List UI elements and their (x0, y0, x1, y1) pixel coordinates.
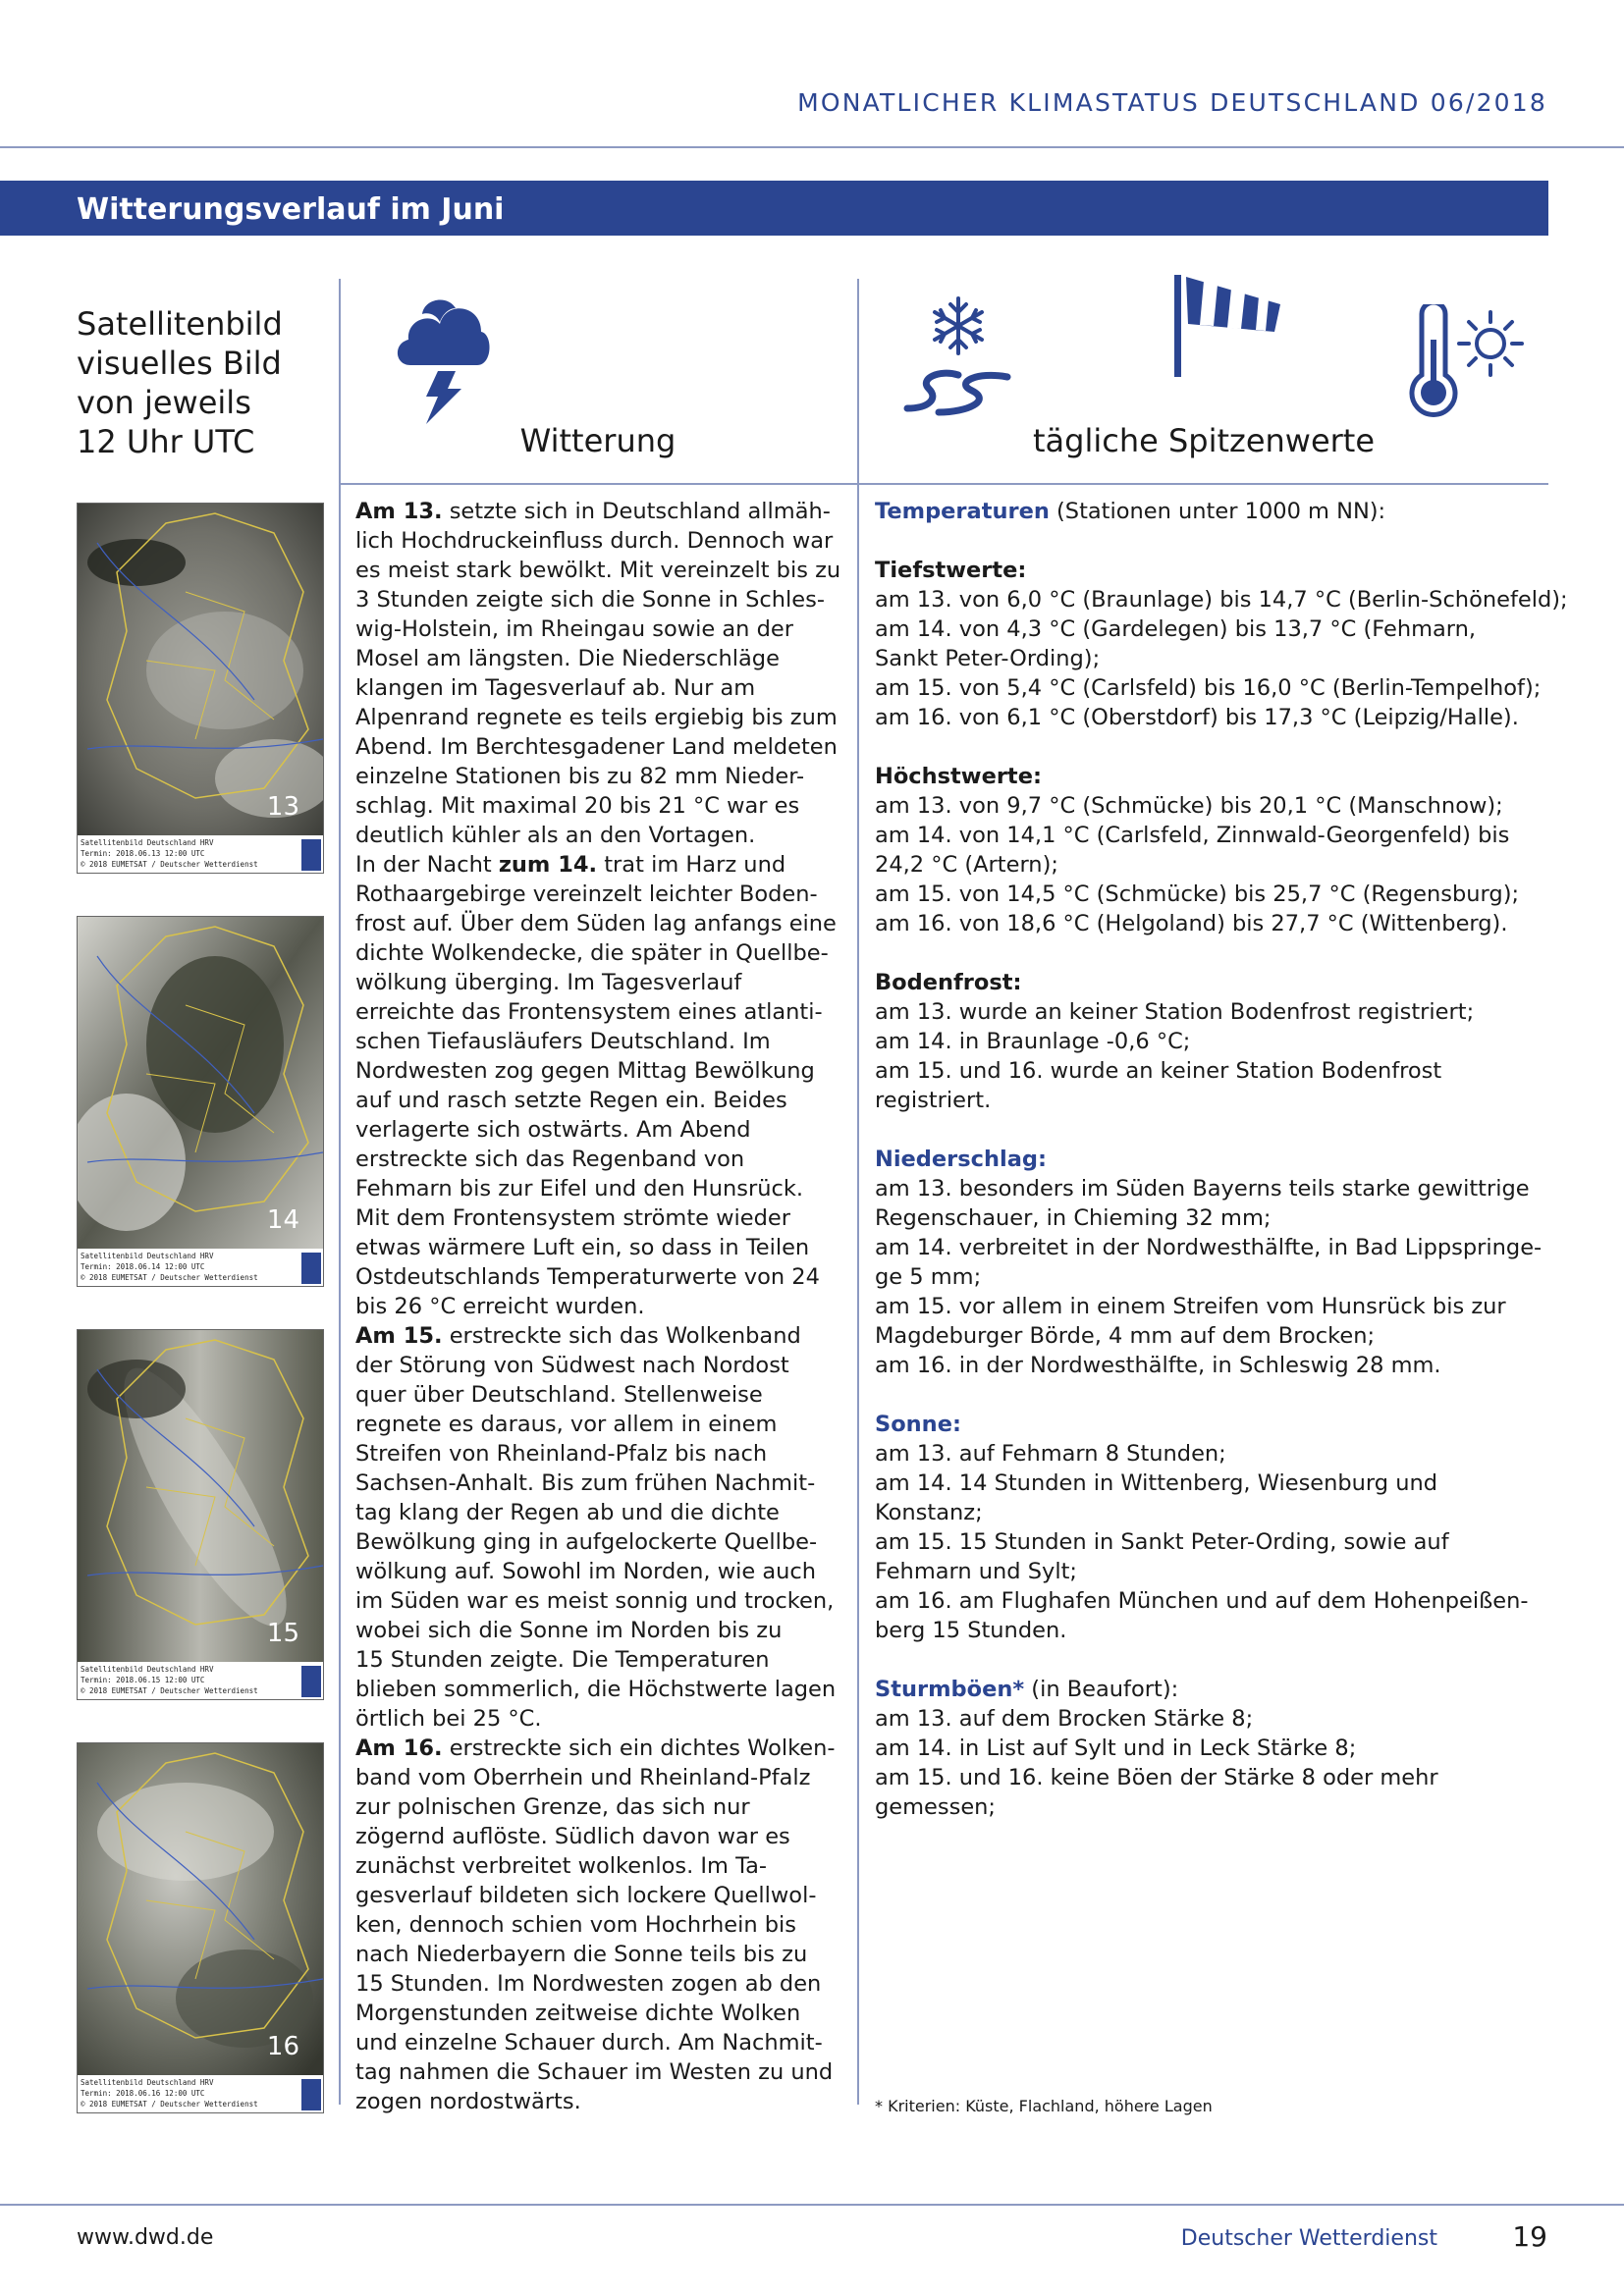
text-line: 24,2 °C (Artern); (875, 852, 1058, 878)
text-line: Am 13. setzte sich in Deutschland allmäh- (355, 499, 831, 524)
witterung-text (355, 497, 846, 2116)
text-line: Abend. Im Berchtesgadener Land meldeten (355, 734, 838, 760)
satellite-photo (78, 1330, 323, 1662)
text-line: registriert. (875, 1088, 992, 1113)
satellite-image-14 (77, 916, 324, 1287)
text-line: Bewölkung ging in aufgelockerte Quellbe- (355, 1529, 818, 1555)
text-line: band vom Oberrhein und Rheinland-Pfalz (355, 1765, 811, 1790)
text-line: am 15. und 16. keine Böen der Stärke 8 oder mehr (875, 1765, 1438, 1790)
text-line: schlag. Mit maximal 20 bis 21 °C war es (355, 793, 800, 819)
report-title: MONATLICHER KLIMASTATUS DEUTSCHLAND 06/2018 (797, 88, 1547, 117)
text-line: und einzelne Schauer durch. Am Nachmit- (355, 2030, 823, 2056)
text-line: örtlich bei 25 °C. (355, 1706, 542, 1732)
text-line: Am 15. erstreckte sich das Wolkenband (355, 1323, 801, 1349)
text-line: klangen im Tagesverlauf ab. Nur am (355, 675, 756, 701)
text-line: wölkung überging. Im Tagesverlauf (355, 970, 742, 995)
text-line: tag klang der Regen ab und die dichte (355, 1500, 780, 1525)
text-line: zur polnischen Grenze, das sich nur (355, 1794, 750, 1820)
text-line: einzelne Stationen bis zu 82 mm Nieder- (355, 764, 805, 789)
dwd-logo-icon (301, 839, 321, 871)
text-line: am 16. von 18,6 °C (Helgoland) bis 27,7 °C (Wittenberg). (875, 911, 1508, 936)
satellite-day-label: 14 (266, 1205, 299, 1235)
text-line: etwas wärmere Luft ein, so dass in Teilen (355, 1235, 810, 1260)
footer-rule (0, 2204, 1624, 2206)
text-line: 15 Stunden zeigte. Die Temperaturen (355, 1647, 770, 1673)
page-number: 19 (1512, 2220, 1547, 2253)
text-line: regnete es daraus, vor allem in einem (355, 1412, 778, 1437)
text-line: am 15. und 16. wurde an keiner Station Bodenfrost (875, 1058, 1442, 1084)
satellite-photo (78, 917, 323, 1249)
text-line: Sachsen-Anhalt. Bis zum frühen Nachmit- (355, 1470, 816, 1496)
dwd-logo-icon (301, 1253, 321, 1284)
text-line: im Süden war es meist sonnig und trocken, (355, 1588, 835, 1614)
text-line: Streifen von Rheinland-Pfalz bis nach (355, 1441, 768, 1467)
thunderstorm-cloud-icon (391, 287, 493, 430)
text-line: am 14. verbreitet in der Nordwesthälfte, in Bad Lippspringe- (875, 1235, 1543, 1260)
text-line: am 14. in Braunlage -0,6 °C; (875, 1029, 1191, 1054)
column-divider-right (857, 279, 859, 2105)
text-line: am 14. in List auf Sylt und in Leck Stärke 8; (875, 1735, 1357, 1761)
footnote: * Kriterien: Küste, Flachland, höhere Lagen (875, 2097, 1213, 2115)
satellite-image-16 (77, 1742, 324, 2113)
text-line: Alpenrand regnete es teils ergiebig bis zum (355, 705, 838, 730)
text-line: gesverlauf bildeten sich lockere Quellwol- (355, 1883, 817, 1908)
text-line: Nordwesten zog gegen Mittag Bewölkung (355, 1058, 815, 1084)
satellite-day-label: 15 (266, 1619, 299, 1648)
text-line: Am 16. erstreckte sich ein dichtes Wolken- (355, 1735, 836, 1761)
text-line: Fehmarn bis zur Eifel und den Hunsrück. (355, 1176, 804, 1201)
text-line: am 13. wurde an keiner Station Bodenfrost registriert; (875, 999, 1475, 1025)
satellite-photo (78, 504, 323, 835)
text-line: 3 Stunden zeigte sich die Sonne in Schles- (355, 587, 825, 613)
text-line: ge 5 mm; (875, 1264, 982, 1290)
satellite-caption: Satellitenbild Deutschland HRV Termin: 2018.06.16 12:00 UTC © 2018 EUMETSAT / Deutscher Wetterdienst (81, 2078, 258, 2109)
text-line: blieben sommerlich, die Höchstwerte lagen (355, 1677, 837, 1702)
text-line: bis 26 °C erreicht wurden. (355, 1294, 645, 1319)
heading-rule (339, 483, 1548, 485)
text-line: am 16. am Flughafen München und auf dem Hohenpeißen- (875, 1588, 1529, 1614)
text-line: erreichte das Frontensystem eines atlanti- (355, 999, 823, 1025)
windsock-icon (1170, 271, 1288, 383)
satellite-caption: Satellitenbild Deutschland HRV Termin: 2018.06.14 12:00 UTC © 2018 EUMETSAT / Deutscher Wetterdienst (81, 1252, 258, 1282)
spitzenwerte-text (875, 497, 1568, 1822)
witterung-heading: Witterung (519, 422, 677, 459)
text-line: am 14. 14 Stunden in Wittenberg, Wiesenburg und (875, 1470, 1438, 1496)
column-divider-left (339, 279, 341, 2105)
text-line: tag nahmen die Schauer im Westen zu und (355, 2059, 834, 2085)
text-line: am 15. 15 Stunden in Sankt Peter-Ording, sowie auf (875, 1529, 1449, 1555)
text-line: Konstanz; (875, 1500, 983, 1525)
text-line: ken, dennoch schien vom Hochrhein bis (355, 1912, 797, 1938)
dwd-logo-icon (301, 1666, 321, 1697)
text-line: am 13. auf Fehmarn 8 Stunden; (875, 1441, 1226, 1467)
text-line: am 16. von 6,1 °C (Oberstdorf) bis 17,3 °C (Leipzig/Halle). (875, 705, 1519, 730)
thermometer-sun-icon (1400, 304, 1528, 422)
text-line: dichte Wolkendecke, die später in Quellbe- (355, 940, 829, 966)
text-line: erstreckte sich das Regenband von (355, 1147, 745, 1172)
text-line: In der Nacht zum 14. trat im Harz und (355, 852, 786, 878)
text-line: Morgenstunden zeitweise dichte Wolken (355, 2001, 801, 2026)
text-line: wölkung auf. Sowohl im Norden, wie auch (355, 1559, 817, 1584)
hoechstwerte-heading: Höchstwerte: (875, 764, 1042, 789)
text-line: lich Hochdruckeinfluss durch. Dennoch war (355, 528, 834, 554)
text-line: am 14. von 14,1 °C (Carlsfeld, Zinnwald-Georgenfeld) bis (875, 823, 1510, 848)
text-line: nach Niederbayern die Sonne teils bis zu (355, 1942, 808, 1967)
text-line: am 16. in der Nordwesthälfte, in Schleswig 28 mm. (875, 1353, 1441, 1378)
text-line: am 13. von 6,0 °C (Braunlage) bis 14,7 °C (Berlin-Schönefeld); (875, 587, 1568, 613)
satellite-image-13 (77, 503, 324, 874)
satellite-photo (78, 1743, 323, 2075)
text-line: gemessen; (875, 1794, 997, 1820)
text-line: quer über Deutschland. Stellenweise (355, 1382, 763, 1408)
sturmboeen-heading: Sturmböen* (in Beaufort): (875, 1677, 1179, 1702)
bodenfrost-heading: Bodenfrost: (875, 970, 1022, 995)
text-line: Magdeburger Börde, 4 mm auf dem Brocken; (875, 1323, 1376, 1349)
tiefstwerte-heading: Tiefstwerte: (875, 558, 1027, 583)
website-link[interactable]: www.dwd.de (77, 2225, 214, 2250)
satellite-day-label: 16 (266, 2032, 299, 2061)
text-line: 15 Stunden. Im Nordwesten zogen ab den (355, 1971, 822, 1997)
satellite-caption: Satellitenbild Deutschland HRV Termin: 2018.06.13 12:00 UTC © 2018 EUMETSAT / Deutscher Wetterdienst (81, 838, 258, 869)
text-line: auf und rasch setzte Regen ein. Beides (355, 1088, 787, 1113)
organization-name: Deutscher Wetterdienst (1180, 2226, 1437, 2251)
text-line: am 13. auf dem Brocken Stärke 8; (875, 1706, 1254, 1732)
text-line: Mit dem Frontensystem strömte wieder (355, 1205, 791, 1231)
text-line: am 15. von 5,4 °C (Carlsfeld) bis 16,0 °C (Berlin-Tempelhof); (875, 675, 1542, 701)
text-line: frost auf. Über dem Süden lag anfangs eine (355, 911, 837, 936)
text-line: der Störung von Südwest nach Nordost (355, 1353, 789, 1378)
satellite-day-label: 13 (266, 792, 299, 822)
text-line: zunächst verbreitet wolkenlos. Im Ta- (355, 1853, 768, 1879)
header-rule (0, 146, 1624, 148)
sonne-heading: Sonne: (875, 1412, 961, 1437)
satellite-image-15 (77, 1329, 324, 1700)
text-line: Fehmarn und Sylt; (875, 1559, 1077, 1584)
text-line: am 15. vor allem in einem Streifen vom Hunsrück bis zur (875, 1294, 1506, 1319)
text-line: wig-Holstein, im Rheingau sowie an der (355, 616, 793, 642)
text-line: zögernd auflöste. Südlich davon war es (355, 1824, 790, 1849)
text-line: am 14. von 4,3 °C (Gardelegen) bis 13,7 °C (Fehmarn, (875, 616, 1477, 642)
niederschlag-heading: Niederschlag: (875, 1147, 1048, 1172)
dwd-logo-icon (301, 2079, 321, 2110)
text-line: am 13. besonders im Süden Bayerns teils starke gewittrige (875, 1176, 1530, 1201)
text-line: wobei sich die Sonne im Norden bis zu (355, 1618, 783, 1643)
temperatures-heading: Temperaturen (Stationen unter 1000 m NN): (875, 499, 1386, 524)
text-line: es meist stark bewölkt. Mit vereinzelt bis zu (355, 558, 841, 583)
snow-road-icon (899, 293, 1017, 422)
text-line: verlagerte sich ostwärts. Am Abend (355, 1117, 751, 1143)
text-line: Mosel am längsten. Die Niederschläge (355, 646, 780, 671)
text-line: zogen nordostwärts. (355, 2089, 581, 2114)
text-line: schen Tiefausläufers Deutschland. Im (355, 1029, 771, 1054)
text-line: Ostdeutschlands Temperaturwerte von 24 (355, 1264, 820, 1290)
text-line: Rothaargebirge vereinzelt leichter Boden- (355, 881, 818, 907)
text-line: am 13. von 9,7 °C (Schmücke) bis 20,1 °C (Manschnow); (875, 793, 1503, 819)
text-line: berg 15 Stunden. (875, 1618, 1067, 1643)
text-line: deutlich kühler als an den Vortagen. (355, 823, 756, 848)
section-title: Witterungsverlauf im Juni (77, 192, 505, 227)
text-line: am 15. von 14,5 °C (Schmücke) bis 25,7 °C (Regensburg); (875, 881, 1520, 907)
spitzenwerte-heading: tägliche Spitzenwerte (1032, 422, 1376, 459)
section-title-bar (0, 181, 1548, 236)
text-line: Regenschauer, in Chieming 32 mm; (875, 1205, 1272, 1231)
satellite-caption: Satellitenbild Deutschland HRV Termin: 2018.06.15 12:00 UTC © 2018 EUMETSAT / Deutscher Wetterdienst (81, 1665, 258, 1695)
satellite-heading: Satellitenbild visuelles Bild von jeweils 12 Uhr UTC (77, 305, 283, 460)
text-line: Sankt Peter-Ording); (875, 646, 1101, 671)
